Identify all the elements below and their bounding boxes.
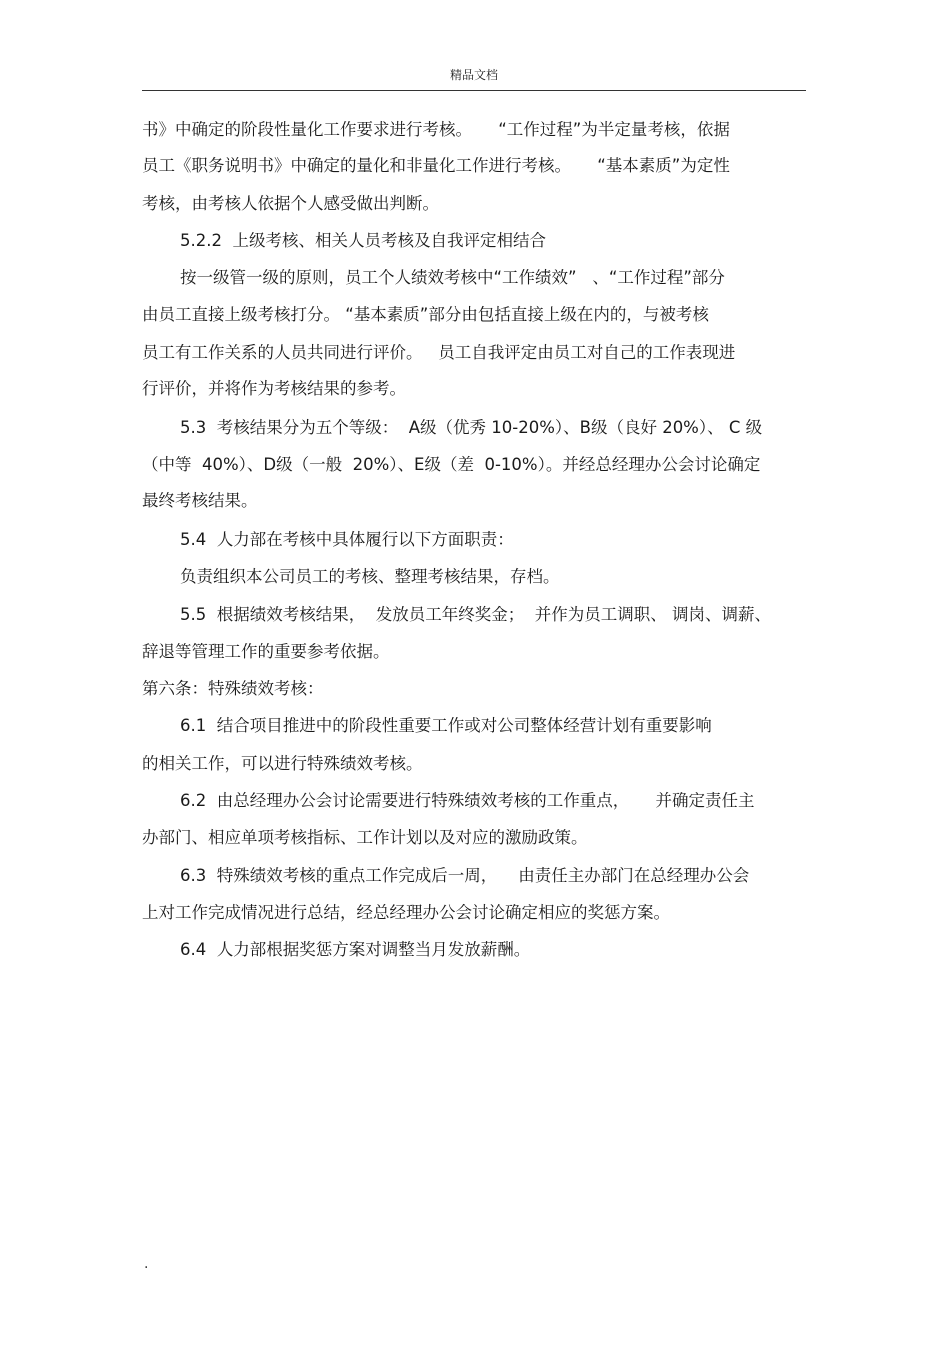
body-line-18: 的相关工作，可以进行特殊绩效考核。: [142, 754, 423, 773]
body-line-22: 上对工作完成情况进行总结，经总经理办公会讨论确定相应的奖惩方案。: [142, 903, 670, 922]
section-5-4: 5.4 人力部在考核中具体履行以下方面职责：: [180, 530, 514, 549]
body-line-3: 考核，由考核人依据个人感受做出判断。: [142, 194, 439, 213]
body-line-8: 行评价，并将作为考核结果的参考。: [142, 379, 406, 398]
body-line-11: 最终考核结果。: [142, 491, 258, 510]
footer-mark: .: [144, 1256, 149, 1272]
body-line-15: 辞退等管理工作的重要参考依据。: [142, 642, 390, 661]
page-header-title: 精品文档: [449, 68, 498, 82]
section-6-1: 6.1 结合项目推进中的阶段性重要工作或对公司整体经营计划有重要影响: [180, 716, 712, 735]
section-heading-5-2-2: 5.2.2 上级考核、相关人员考核及自我评定相结合: [180, 231, 546, 250]
section-6-3: 6.3 特殊绩效考核的重点工作完成后一周， 由责任主办部门在总经理办公会: [180, 866, 750, 885]
section-6-2: 6.2 由总经理办公会讨论需要进行特殊绩效考核的工作重点， 并确定责任主: [180, 791, 755, 810]
body-line-7: 员工有工作关系的人员共同进行评价。 员工自我评定由员工对自己的工作表现进: [142, 343, 736, 362]
body-line-2: 员工《职务说明书》中确定的量化和非量化工作进行考核。 “基本素质”为定性: [142, 156, 730, 175]
body-line-5: 按一级管一级的原则，员工个人绩效考核中“工作绩效” 、“工作过程”部分: [180, 268, 725, 287]
body-line-1: 书》中确定的阶段性量化工作要求进行考核。 “工作过程”为半定量考核，依据: [142, 120, 730, 139]
body-line-20: 办部门、相应单项考核指标、工作计划以及对应的激励政策。: [142, 828, 588, 847]
section-5-3: 5.3 考核结果分为五个等级： A级（优秀 10-20%）、B级（良好 20%）、 C 级: [180, 418, 763, 437]
header-rule: [142, 90, 806, 91]
section-6-4: 6.4 人力部根据奖惩方案对调整当月发放薪酬。: [180, 940, 531, 959]
article-6-heading: 第六条：特殊绩效考核：: [142, 679, 324, 698]
body-line-13: 负责组织本公司员工的考核、整理考核结果，存档。: [180, 567, 560, 586]
body-line-10: （中等 40%）、D级（一般 20%）、E级（差 0-10%）。并经总经理办公会讨论确定: [142, 455, 761, 474]
section-5-5: 5.5 根据绩效考核结果， 发放员工年终奖金； 并作为员工调职、 调岗、调薪、: [180, 605, 771, 624]
body-line-6: 由员工直接上级考核打分。 “基本素质”部分由包括直接上级在内的，与被考核: [142, 305, 709, 324]
